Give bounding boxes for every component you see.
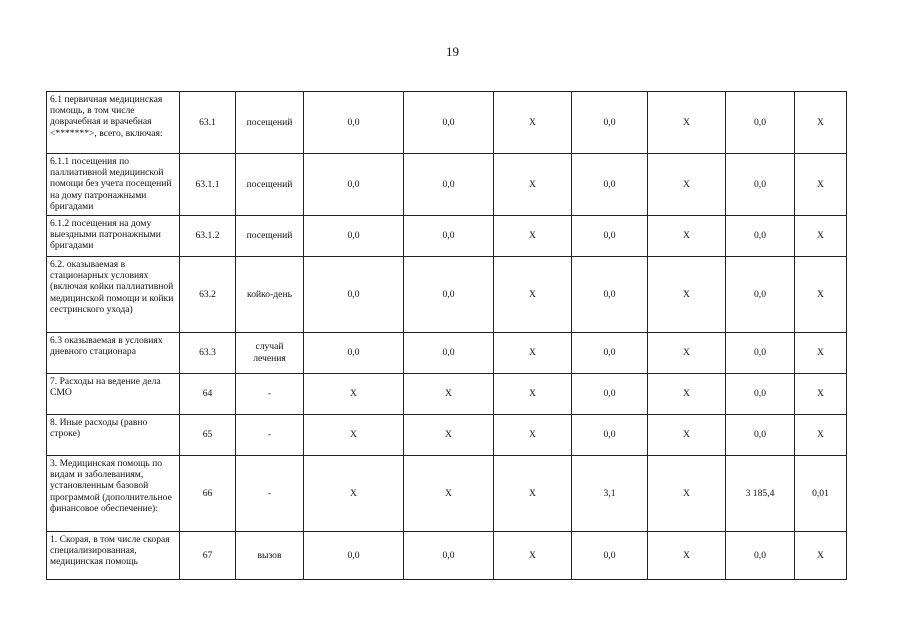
row-value-cell: X: [304, 456, 404, 532]
row-code-cell: 66: [180, 456, 236, 532]
row-value-cell: X: [304, 374, 404, 415]
row-unit-cell: вызов: [236, 532, 304, 580]
row-code-cell: 64: [180, 374, 236, 415]
row-value-cell: X: [494, 415, 572, 456]
row-value-cell: X: [494, 333, 572, 374]
row-unit-cell: койко-день: [236, 257, 304, 333]
row-value-cell: X: [404, 374, 494, 415]
row-value-cell: 0,0: [572, 374, 648, 415]
row-value-cell: X: [494, 154, 572, 216]
row-value-cell: X: [648, 374, 726, 415]
row-value-cell: 0,0: [572, 333, 648, 374]
row-value-cell: 0,0: [572, 257, 648, 333]
table-row: [47, 415, 847, 456]
row-value-cell: 0,0: [304, 154, 404, 216]
row-value-cell: X: [494, 532, 572, 580]
row-value-cell: X: [648, 456, 726, 532]
row-name-cell: 6.1.2 посещения на дому выездными патронажными бригадами: [47, 216, 180, 257]
table-row: [47, 456, 847, 532]
row-code-cell: 63.2: [180, 257, 236, 333]
row-unit-cell: случай лечения: [236, 333, 304, 374]
row-unit-cell: посещений: [236, 92, 304, 154]
row-value-cell: 0,0: [726, 216, 795, 257]
table-row: [47, 532, 847, 580]
row-value-cell: X: [795, 415, 847, 456]
row-value-cell: X: [494, 456, 572, 532]
row-value-cell: 0,0: [572, 154, 648, 216]
row-value-cell: 0,01: [795, 456, 847, 532]
table-row: [47, 154, 847, 216]
row-unit-cell: посещений: [236, 216, 304, 257]
row-value-cell: X: [648, 532, 726, 580]
row-value-cell: X: [648, 154, 726, 216]
table-row: [47, 374, 847, 415]
row-value-cell: X: [648, 92, 726, 154]
row-value-cell: 0,0: [572, 216, 648, 257]
row-unit-cell: -: [236, 415, 304, 456]
row-value-cell: X: [648, 333, 726, 374]
financing-table: [46, 91, 847, 580]
row-name-cell: 6.3 оказываемая в условиях дневного стационара: [47, 333, 180, 374]
row-value-cell: 0,0: [404, 333, 494, 374]
row-value-cell: X: [795, 154, 847, 216]
row-value-cell: X: [795, 532, 847, 580]
row-unit-cell: -: [236, 456, 304, 532]
row-value-cell: X: [648, 415, 726, 456]
page-number: 19: [446, 44, 459, 59]
row-value-cell: X: [494, 216, 572, 257]
row-value-cell: 0,0: [304, 216, 404, 257]
row-code-cell: 67: [180, 532, 236, 580]
row-code-cell: 63.3: [180, 333, 236, 374]
table-row: [47, 257, 847, 333]
row-value-cell: 0,0: [404, 216, 494, 257]
row-value-cell: 0,0: [304, 333, 404, 374]
row-value-cell: 0,0: [572, 92, 648, 154]
row-code-cell: 65: [180, 415, 236, 456]
row-code-cell: 63.1.1: [180, 154, 236, 216]
row-value-cell: 0,0: [304, 257, 404, 333]
row-value-cell: X: [795, 374, 847, 415]
row-code-cell: 63.1: [180, 92, 236, 154]
row-value-cell: X: [648, 216, 726, 257]
table-row: [47, 333, 847, 374]
row-value-cell: X: [795, 257, 847, 333]
row-value-cell: 0,0: [726, 415, 795, 456]
table-row: [47, 216, 847, 257]
row-value-cell: X: [795, 216, 847, 257]
row-name-cell: 6.2. оказываемая в стационарных условиях (включая койки паллиативной медицинской помощи и койки сестринского ухода): [47, 257, 180, 333]
row-value-cell: 3,1: [572, 456, 648, 532]
row-value-cell: 0,0: [404, 257, 494, 333]
row-value-cell: 0,0: [726, 92, 795, 154]
row-value-cell: 0,0: [304, 92, 404, 154]
row-value-cell: X: [404, 456, 494, 532]
row-value-cell: 0,0: [404, 154, 494, 216]
row-value-cell: 0,0: [726, 257, 795, 333]
row-value-cell: X: [494, 374, 572, 415]
row-value-cell: 0,0: [726, 374, 795, 415]
row-value-cell: X: [648, 257, 726, 333]
row-name-cell: 6.1 первичная медицинская помощь, в том числе доврачебная и врачебная <*******>, всего, включая:: [47, 92, 180, 154]
table-row: [47, 92, 847, 154]
row-value-cell: 0,0: [404, 92, 494, 154]
row-value-cell: X: [795, 333, 847, 374]
row-value-cell: 0,0: [726, 532, 795, 580]
row-value-cell: 0,0: [304, 532, 404, 580]
row-value-cell: 0,0: [726, 333, 795, 374]
row-value-cell: X: [494, 92, 572, 154]
row-name-cell: 3. Медицинская помощь по видам и заболеваниям, установленным базовой программой (дополнительное финансовое обеспечение):: [47, 456, 180, 532]
row-value-cell: X: [494, 257, 572, 333]
row-value-cell: 3 185,4: [726, 456, 795, 532]
row-name-cell: 6.1.1 посещения по паллиативной медицинской помощи без учета посещений на дому патронажными бригадами: [47, 154, 180, 216]
row-value-cell: 0,0: [572, 532, 648, 580]
row-value-cell: 0,0: [726, 154, 795, 216]
row-value-cell: 0,0: [404, 532, 494, 580]
row-name-cell: 1. Скорая, в том числе скорая специализированная, медицинская помощь: [47, 532, 180, 580]
row-unit-cell: -: [236, 374, 304, 415]
row-name-cell: 8. Иные расходы (равно строке): [47, 415, 180, 456]
row-value-cell: 0,0: [572, 415, 648, 456]
row-unit-cell: посещений: [236, 154, 304, 216]
row-value-cell: X: [795, 92, 847, 154]
row-code-cell: 63.1.2: [180, 216, 236, 257]
row-value-cell: X: [404, 415, 494, 456]
row-value-cell: X: [304, 415, 404, 456]
row-name-cell: 7. Расходы на ведение дела СМО: [47, 374, 180, 415]
